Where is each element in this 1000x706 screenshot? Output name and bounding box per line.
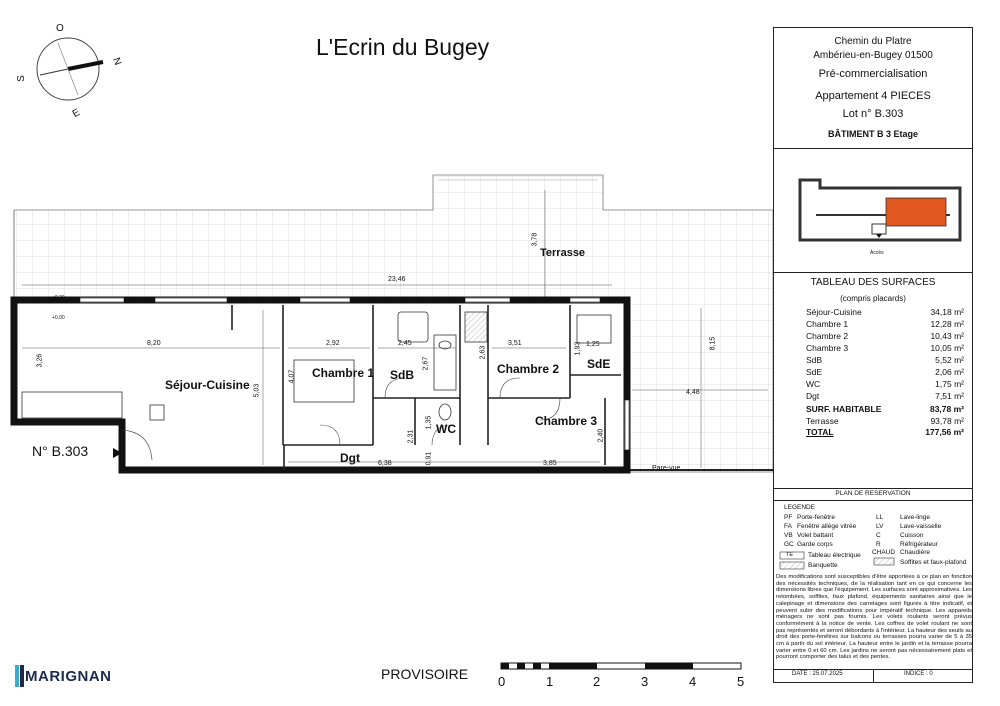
marignan-logo-text: MARIGNAN [25, 668, 112, 685]
dim-ch2-depth: 2,63 [479, 345, 487, 360]
legend-te-text: Tableau électrique [808, 552, 861, 559]
dim-ch2-width: 3,51 [508, 340, 522, 347]
dim-right-depth: 8,15 [709, 336, 717, 351]
legend-te-code: TE [786, 552, 794, 558]
scale-label: 0 [498, 674, 506, 689]
legend-text: Porte-fenêtre [797, 514, 835, 521]
dim-sdb-width: 2,45 [398, 340, 412, 347]
pare-vue-label: Pare-vue [652, 465, 681, 472]
lot-number: Lot n° B.303 [842, 108, 904, 120]
legend-text: Cuisson [900, 532, 924, 539]
status-label: Pré-commercialisation [818, 68, 928, 80]
project-title: L'Ecrin du Bugey [316, 34, 490, 60]
legend-code: LL [876, 514, 884, 521]
marignan-logo-mark [15, 665, 24, 687]
disclaimer-text: Des modifications sont susceptibles d'être apportées à ce plan en fonction des nécessités techniques, de la réalisation tant en ce qui concerne les dimensions libres que l'équipement. Les surfaces sont approximatives. Les retombées, soffites, faux plafond, équipements sanitaires ainsi que le calepinage et dimensions des carrelages sont figurés à titre indicatif, et peuvent subir des modifications pour impératif technique. Les appareils ménagers ne sont pas fournis. Les volets roulants seront prévus conformément à la notice de vente. Les coffres de volet roulant ne sont pas représentés et seront débordants à l'intérieur. La hauteur des seuils au droit des porte-fenêtres sur balcons ou terrasses pourra varier de 5 à 35 cm à partir du sol intérieur. La hauteur entre le jardin et la terrasse pourra varier entre 0 et 60 cm. Les jardins ne seront pas nécessairement plats et pourront comporter des talus et des pentes. [776, 574, 972, 661]
room-chambre3: Chambre 3 [535, 414, 598, 428]
compass-e: E [70, 107, 82, 120]
dim-terrasse-width: 23,46 [388, 276, 406, 283]
dim-sejour-width: 8,20 [147, 340, 161, 347]
scale-label: 3 [641, 674, 649, 689]
apartment-type: Appartement 4 PIECES [815, 90, 931, 102]
compass-n: N [110, 56, 124, 67]
dim-sde-depth: 1,93 [574, 341, 582, 356]
provisoire-label: PROVISOIRE [381, 666, 469, 682]
dim-wc-width: 1,35 [425, 415, 433, 430]
room-sejour: Séjour-Cuisine [165, 378, 250, 392]
legend-soffites: Soffites et faux-plafond [900, 559, 967, 566]
legend-code: GC [784, 541, 794, 548]
dim-ch3-depth: 2,40 [597, 428, 605, 443]
building-label: BÂTIMENT B 3 Etage [827, 129, 918, 139]
room-sde: SdE [587, 357, 611, 371]
scale-label: 1 [546, 674, 554, 689]
room-chambre1: Chambre 1 [312, 366, 375, 380]
dim-sejour-height: 5,03 [253, 383, 261, 398]
scale-label: 5 [737, 674, 745, 689]
legend-text: Volet battant [797, 532, 834, 539]
scale-bar [501, 663, 741, 669]
acces-label: Accès [870, 250, 884, 256]
dim-ch1-depth: 4,07 [288, 369, 296, 384]
surfaces-title: TABLEAU DES SURFACES [810, 277, 936, 288]
legend-code: LV [876, 523, 884, 530]
dim-dgt-width: 6,38 [378, 460, 392, 467]
legend-text: Lave-vaisselle [900, 523, 942, 530]
compass-o: O [56, 23, 64, 34]
room-dgt: Dgt [340, 451, 360, 465]
dim-ch1-width: 2,92 [326, 340, 340, 347]
compass [37, 38, 103, 100]
legend-code: PF [784, 514, 793, 521]
indice-label: INDICE : 0 [904, 671, 933, 677]
legend-code: VB [784, 532, 793, 539]
level-fs: +0.20 [52, 295, 65, 301]
dim-sdb-depth: 2,67 [422, 356, 430, 371]
legend-text: Garde corps [797, 541, 833, 548]
dim-sde-width: 1,25 [586, 341, 600, 348]
legend-banquette: Banquette [808, 562, 838, 569]
dim-dgt-depth2: 0,91 [425, 451, 433, 466]
address-line1: Chemin du Platre [834, 36, 912, 47]
scale-label: 4 [689, 674, 697, 689]
legend-code: C [876, 532, 881, 539]
legend-text: Lave-linge [900, 514, 930, 521]
dim-dgt-depth1: 2,31 [407, 429, 415, 444]
room-terrasse: Terrasse [540, 247, 586, 259]
date-label: DATE : 25.07.2025 [792, 671, 843, 677]
dim-sejour-depth: 3,26 [36, 353, 44, 368]
room-wc: WC [436, 422, 456, 436]
surfaces-subtitle: (compris placards) [840, 294, 906, 303]
lot-marker-label: N° B.303 [32, 443, 89, 459]
apartment-plan [14, 298, 629, 470]
legend-text: Réfrigérateur [900, 541, 938, 548]
legend-text: Fenêtre allège vitrée [797, 523, 857, 530]
room-chambre2: Chambre 2 [497, 362, 560, 376]
compass-s: S [15, 75, 27, 82]
legend-code: CHAUD [872, 549, 896, 556]
info-panel: Chemin du Platre Ambérieu-en-Bugey 01500 Pré-commercialisation Appartement 4 PIECES Lot n° B.303 BÂTIMENT B 3 Etage Accès TABLEAU DES SURFACES (compris placards) Séjour-Cuisine 34,18 m² Chambre 1 12,28 m² Chambre 2 10,43 m² Chambre 3 10,05 m² SdB 5,52 m² SdE 2,06 m² WC 1,75 m² Dgt 7,51 m² SURF. HABITABLE 83,78 m² Terrasse 93,78 m² TOTAL 177,56 m² PLAN DE RESERVATION DATE : 25.07.2025 INDICE : 0 [773, 27, 973, 683]
legend-title: LEGENDE [784, 504, 816, 511]
dim-terrasse-depth: 3,78 [531, 232, 539, 247]
scale-label: 2 [593, 674, 601, 689]
legend-text: Chaudière [900, 549, 930, 556]
reservation-title: PLAN DE RESERVATION [835, 490, 911, 497]
legend-code: FA [784, 523, 792, 530]
address-line2: Ambérieu-en-Bugey 01500 [813, 50, 933, 61]
dim-terrace-right: 4,48 [686, 389, 700, 396]
room-sdb: SdB [390, 368, 414, 382]
level-ffl: +0.00 [52, 315, 65, 321]
dim-ch3-width: 3,85 [543, 460, 557, 467]
legend-code: R [876, 541, 881, 548]
